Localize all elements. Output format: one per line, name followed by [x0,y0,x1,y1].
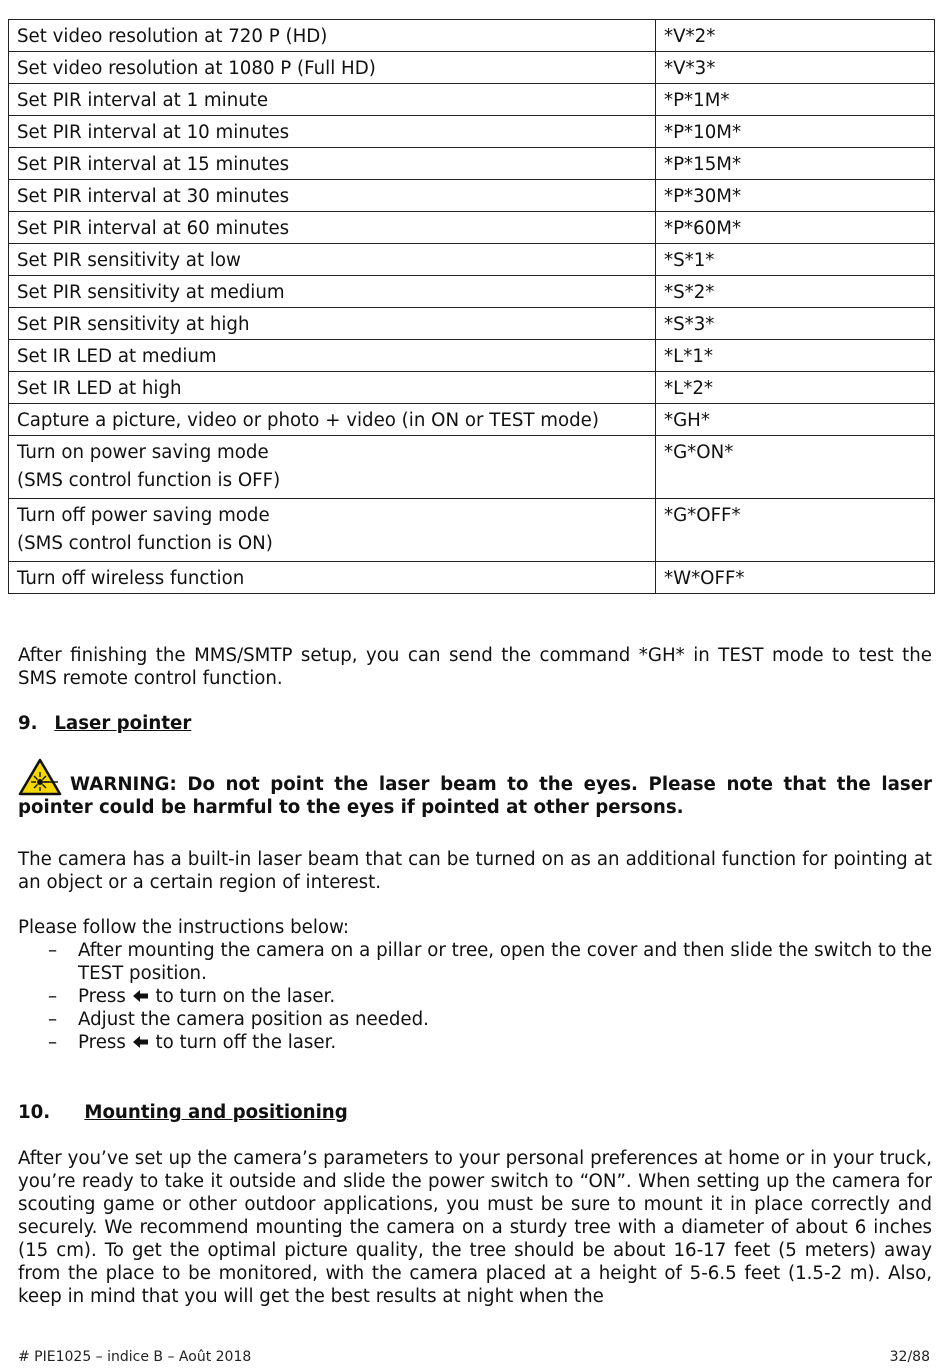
command-description-cell [9,52,656,84]
command-table-body [9,20,935,594]
table-row [9,180,935,212]
command-code: *S*2* [664,282,715,303]
command-description: Capture a picture, video or photo + video (in ON or TEST mode) [17,410,599,431]
command-description-cell [9,499,656,562]
table-row [9,84,935,116]
command-code-cell [656,404,935,436]
command-description: Set IR LED at medium [17,346,217,367]
command-description: Set video resolution at 720 P (HD) [17,26,328,47]
list-item [18,939,932,985]
command-description-cell [9,244,656,276]
command-description-cell [9,436,656,499]
table-row [9,276,935,308]
step-text: Adjust the camera position as needed. [78,1009,429,1030]
section-9-title: Laser pointer [54,713,192,734]
table-row [9,148,935,180]
command-code-cell [656,148,935,180]
command-code: *P*30M* [664,186,742,207]
section-10-heading [18,1101,348,1124]
table-row [9,436,935,499]
left-arrow-icon [132,1032,150,1046]
command-description-cell [9,148,656,180]
laser-warning-icon [18,758,62,796]
command-code-cell [656,562,935,594]
table-row [9,308,935,340]
table-row [9,340,935,372]
table-row [9,212,935,244]
table-row [9,20,935,52]
list-dash: – [48,940,58,961]
laser-warning [18,758,932,819]
mounting-paragraph: After you’ve set up the camera’s parameters to your personal preferences at home or in your truck, you’re ready to take it outside and slide the power switch to “ON”. When setting up the camera for scouting game or other outdoor applications, you must be sure to mount it in place correctly and securely. We recommend mounting the camera on a sturdy tree with a diameter of about 6 inches (15 cm). To get the optimal picture quality, the tree should be about 16-17 feet (5 meters) away from the place to be monitored, with the camera placed at a height of 5-6.5 feet (1.5-2 m). Also, keep in mind that you will get the best results at night when the [18,1148,932,1307]
command-description: Set PIR sensitivity at high [17,314,250,335]
table-row [9,372,935,404]
command-code-cell [656,20,935,52]
section-9-heading [18,712,191,735]
command-description-cell [9,340,656,372]
command-code-cell [656,116,935,148]
step-post-text: to turn on the laser. [155,986,336,1007]
command-description: Set PIR sensitivity at low [17,250,241,271]
command-code-cell [656,180,935,212]
list-dash: – [48,1009,58,1030]
command-code-cell [656,372,935,404]
command-description: Set PIR sensitivity at medium [17,282,285,303]
command-code-cell [656,276,935,308]
command-code: *P*15M* [664,154,742,175]
laser-intro-paragraph: The camera has a built-in laser beam that can be turned on as an additional function for pointing at an object or a certain region of interest. [18,849,932,893]
command-code-cell [656,340,935,372]
command-code-cell [656,499,935,562]
command-description: Turn off wireless function [17,568,245,589]
command-code-cell [656,84,935,116]
command-description: Set PIR interval at 15 minutes [17,154,290,175]
command-code: *S*1* [664,250,715,271]
step-post-text: to turn off the laser. [155,1032,337,1053]
command-description-cell [9,404,656,436]
command-code-cell [656,212,935,244]
warning-text: WARNING: Do not point the laser beam to the eyes. Please note that the laser pointer could be harmful to the eyes if pointed at other persons. [18,774,932,818]
step-text: After mounting the camera on a pillar or tree, open the cover and then slide the switch to the TEST position. [78,940,932,984]
table-row [9,499,935,562]
command-code: *GH* [664,410,710,431]
command-code-cell [656,52,935,84]
command-description-cell [9,372,656,404]
command-description: Set PIR interval at 30 minutes [17,186,290,207]
command-description-cell [9,308,656,340]
table-row [9,404,935,436]
command-code: *V*2* [664,26,716,47]
step-pre-text: Press [78,986,126,1007]
command-description: Turn on power saving mode [17,442,269,463]
command-code: *L*2* [664,378,713,399]
footer-page-number: 32/88 [889,1349,930,1365]
command-code-cell [656,308,935,340]
command-code: *G*ON* [664,442,734,463]
table-row [9,562,935,594]
command-description-cell [9,276,656,308]
section-9-number: 9. [18,713,38,734]
command-description-cell [9,562,656,594]
command-description-cell [9,116,656,148]
command-description: Set PIR interval at 60 minutes [17,218,290,239]
follow-instructions-text: Please follow the instructions below: [18,917,350,938]
command-code: *S*3* [664,314,715,335]
list-item [18,985,932,1008]
command-code: *V*3* [664,58,716,79]
list-dash: – [48,1032,58,1053]
footer-doc-ref: # PIE1025 – indice B – Août 2018 [18,1349,252,1365]
command-description: Turn off power saving mode [17,505,270,526]
command-description: Set IR LED at high [17,378,182,399]
command-code: *P*1M* [664,90,730,111]
command-description-cell [9,212,656,244]
list-item [18,1031,932,1054]
command-code: *P*60M* [664,218,742,239]
table-row [9,116,935,148]
laser-steps-list [18,939,932,1054]
command-description-cell [9,84,656,116]
command-code-cell [656,436,935,499]
sms-command-table [8,19,935,594]
after-table-paragraph: After finishing the MMS/SMTP setup, you can send the command *GH* in TEST mode to test the SMS remote control function. [18,645,932,689]
left-arrow-icon [132,986,150,1000]
section-10-number: 10. [18,1102,51,1123]
list-dash: – [48,986,58,1007]
command-description-note: (SMS control function is OFF) [17,470,281,491]
command-code: *W*OFF* [664,568,745,589]
command-code: *P*10M* [664,122,742,143]
table-row [9,52,935,84]
command-description-note: (SMS control function is ON) [17,533,273,554]
section-10-title: Mounting and positioning [84,1102,348,1123]
step-pre-text: Press [78,1032,126,1053]
command-description-cell [9,20,656,52]
command-description: Set PIR interval at 10 minutes [17,122,290,143]
command-code: *G*OFF* [664,505,741,526]
table-row [9,244,935,276]
command-code-cell [656,244,935,276]
command-code: *L*1* [664,346,713,367]
command-description: Set PIR interval at 1 minute [17,90,269,111]
command-description: Set video resolution at 1080 P (Full HD) [17,58,376,79]
command-description-cell [9,180,656,212]
list-item [18,1008,932,1031]
